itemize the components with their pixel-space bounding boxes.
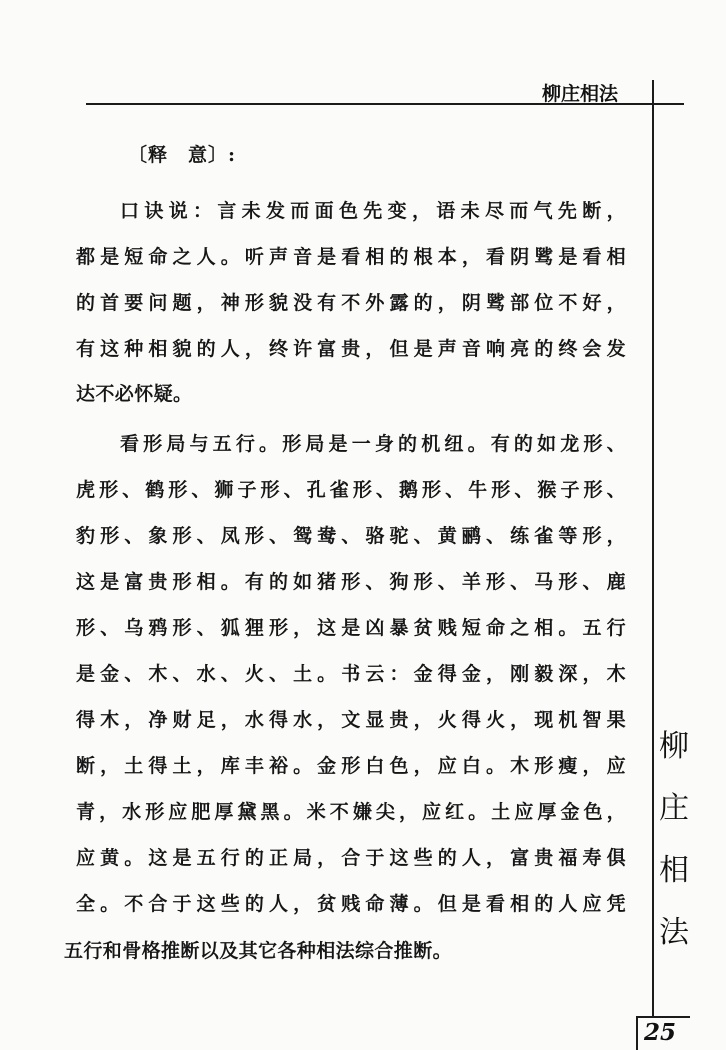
running-header-title: 柳庄相法 [541, 83, 618, 105]
text-line: 得木，净财足，水得水，文显贵，火得火，现机智果 [76, 709, 626, 731]
page-number-box-left [636, 1016, 638, 1050]
text-line: 断，土得土，库丰裕。金形白色，应白。木形瘦，应 [76, 755, 626, 777]
text-line: 虎形、鹤形、狮子形、孔雀形、鹅形、牛形、猴子形、 [76, 479, 626, 501]
side-title-char: 柳 [659, 729, 689, 764]
text-line: 看形局与五行。形局是一身的机纽。有的如龙形、 [120, 433, 626, 455]
text-line: 口诀说：言未发而面色先变，语未尽而气先断， [120, 200, 626, 222]
text-line: 有这种相貌的人，终许富贵，但是声音响亮的终会发 [76, 338, 626, 360]
text-line: 青，水形应肥厚黛黑。米不嫌尖，应红。土应厚金色， [76, 801, 626, 823]
text-line: 都是短命之人。听声音是看相的根本，看阴骘是看相 [76, 246, 626, 268]
page-number: 25 [644, 1019, 677, 1046]
text-line: 是金、木、水、火、土。书云：金得金，刚毅深，木 [76, 663, 626, 685]
text-line: 豹形、象形、凤形、鸳鸯、骆驼、黄鹂、练雀等形， [76, 525, 626, 547]
text-line: 达不必怀疑。 [76, 383, 193, 405]
text-line: 应黄。这是五行的正局，合于这些的人，富贵福寿俱 [76, 847, 626, 869]
text-line: 的首要问题，神形貌没有不外露的，阴骘部位不好， [76, 292, 626, 314]
section-heading: 〔释 意〕: [128, 144, 237, 166]
text-line: 五行和骨格推断以及其它各种相法综合推断。 [64, 940, 453, 962]
page-number-box-top [636, 1016, 690, 1018]
side-title-char: 庄 [659, 791, 689, 826]
side-title-char: 法 [659, 915, 689, 950]
text-line: 全。不合于这些的人，贫贱命薄。但是看相的人应凭 [76, 893, 626, 915]
side-title-char: 相 [659, 853, 689, 888]
text-line: 这是富贵形相。有的如猪形、狗形、羊形、马形、鹿 [76, 571, 626, 593]
text-line: 形、乌鸦形、狐狸形，这是凶暴贫贱短命之相。五行 [76, 617, 626, 639]
side-book-title [654, 716, 694, 964]
